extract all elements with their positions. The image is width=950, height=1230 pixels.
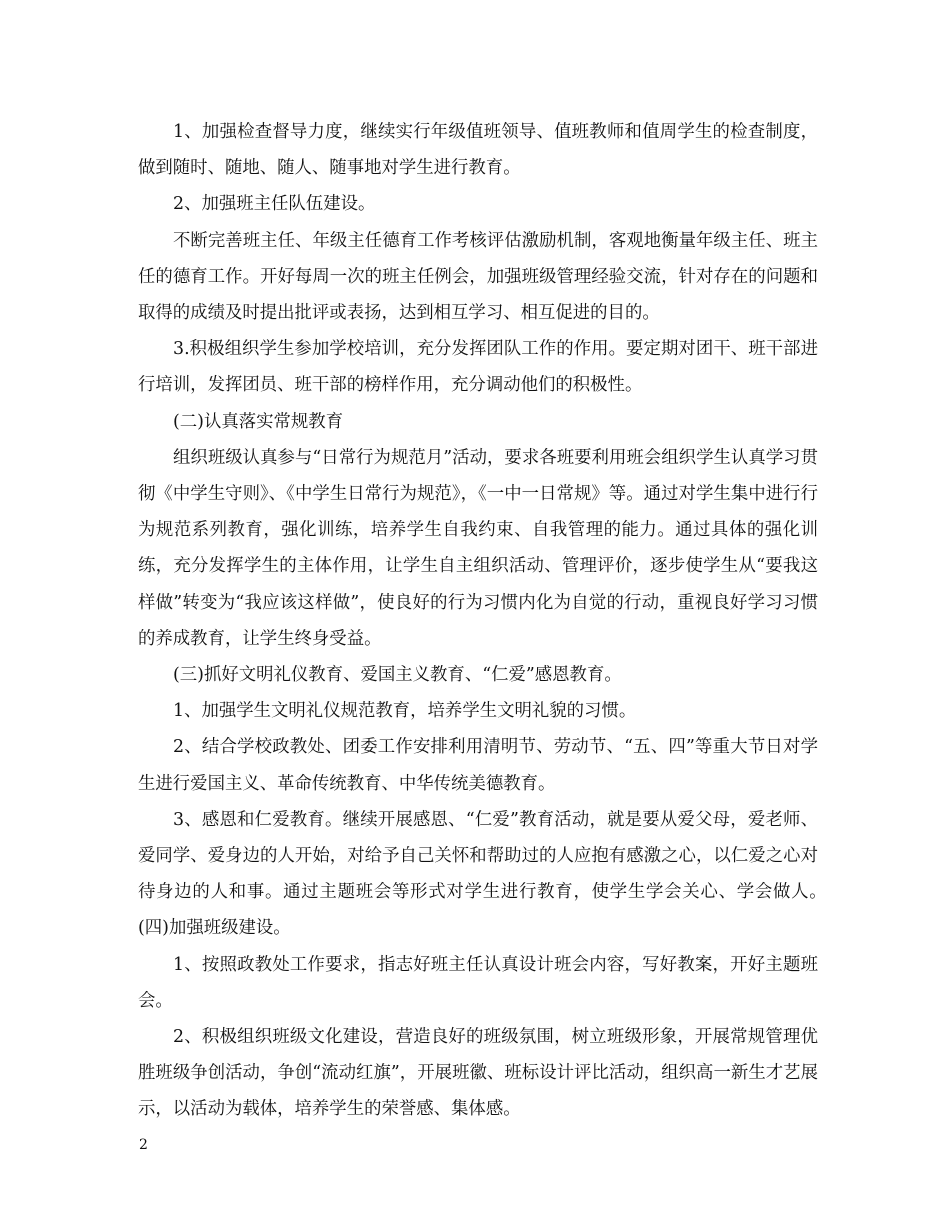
paragraph-10: 3、感恩和仁爱教育。继续开展感恩、“仁爱”教育活动，就是要从爱父母，爱老师、爱同学、爱身边的人开始，对给予自己关怀和帮助过的人应抱有感激之心，以仁爱之心对待身边的人和事。通过主题班会等形式对学生进行教育，使学生学会关心、学会做人。 (四)加强班级建设。 [138, 809, 871, 939]
document-body [138, 114, 871, 1128]
section-heading-3: (三)抓好文明礼仪教育、爱国主义教育、“仁爱”感恩教育。 [173, 665, 622, 686]
paragraph-8: 1、加强学生文明礼仪规范教育，培养学生文明礼貌的习惯。 [173, 701, 637, 722]
paragraph-11: 1、按照政教处工作要求，指志好班主任认真设计班会内容，写好教案，开好主题班会。 [138, 954, 818, 1011]
paragraph-1: 1、加强检查督导力度，继续实行年级值班领导、值班教师和值周学生的检查制度，做到随时、随地、随人、随事地对学生进行教育。 [138, 122, 818, 179]
paragraph-3: 不断完善班主任、年级主任德育工作考核评估激励机制，客观地衡量年级主任、班主任的德育工作。开好每周一次的班主任例会，加强班级管理经验交流，针对存在的问题和取得的成绩及时提出批评或表扬，达到相互学习、相互促进的目的。 [138, 230, 818, 324]
paragraph-9: 2、结合学校政教处、团委工作安排利用清明节、劳动节、“五、四”等重大节日对学生进行爱国主义、革命传统教育、中华传统美德教育。 [138, 737, 818, 794]
paragraph-2: 2、加强班主任队伍建设。 [173, 194, 376, 215]
paragraph-12: 2、积极组织班级文化建设，营造良好的班级氛围，树立班级形象，开展常规管理优胜班级争创活动，争创“流动红旗”，开展班徽、班标设计评比活动，组织高一新生才艺展示，以活动为载体，培养学生的荣誉感、集体感。 [138, 1027, 818, 1120]
paragraph-4: 3.积极组织学生参加学校培训，充分发挥团队工作的作用。要定期对团干、班干部进行培训，发挥团员、班干部的榜样作用，充分调动他们的积极性。 [138, 339, 818, 396]
page-number: 2 [139, 1137, 148, 1153]
paragraph-6: 组织班级认真参与“日常行为规范月”活动，要求各班要利用班会组织学生认真学习贯彻《中学生守则》、《中学生日常行为规范》，《一中一日常规》等。通过对学生集中进行行为规范系列教育，强化训练，培养学生自我约束、自我管理的能力。通过具体的强化训练，充分发挥学生的主体作用，让学生自主组织活动、管理评价，逐步使学生从“要我这样做”转变为“我应该这样做”，使良好的行为习惯内化为自觉的行动，重视良好学习习惯的养成教育，让学生终身受益。 [138, 447, 818, 649]
section-heading-2: (二)认真落实常规教育 [173, 411, 344, 432]
